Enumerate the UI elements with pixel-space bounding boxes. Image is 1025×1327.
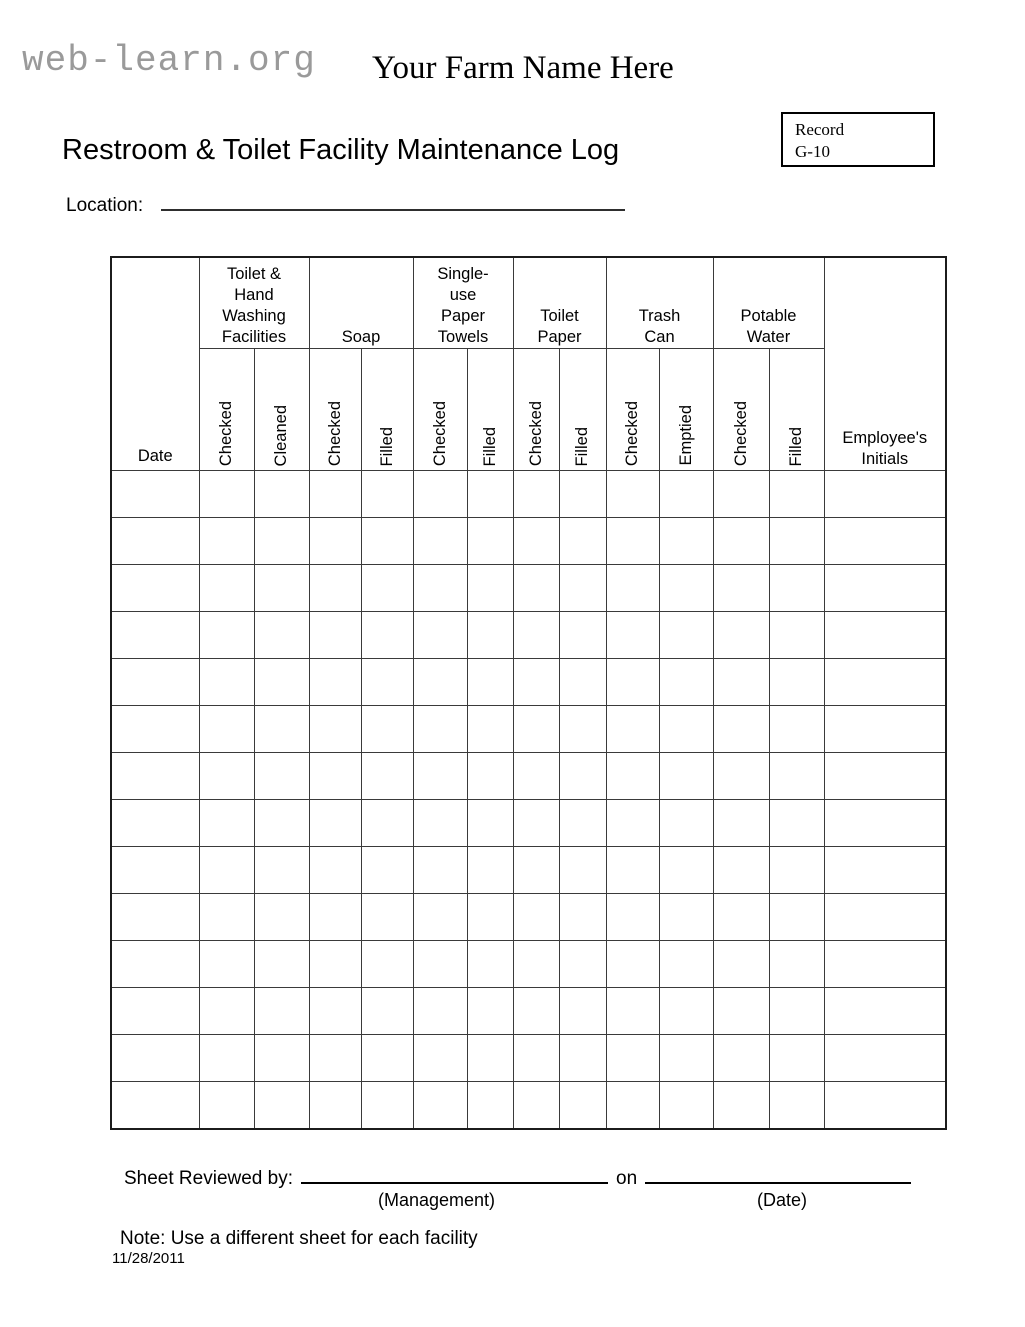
table-cell[interactable] bbox=[824, 659, 946, 706]
table-cell[interactable] bbox=[824, 565, 946, 612]
table-cell[interactable] bbox=[713, 471, 769, 518]
table-row bbox=[111, 518, 946, 565]
table-cell[interactable] bbox=[769, 518, 824, 565]
table-cell[interactable] bbox=[606, 894, 659, 941]
sub-header-label: Filled bbox=[573, 426, 591, 466]
table-cell[interactable] bbox=[606, 518, 659, 565]
table-cell[interactable] bbox=[199, 941, 254, 988]
note-text: Note: Use a different sheet for each facility bbox=[120, 1228, 478, 1249]
group-header-single-use-paper-towels bbox=[413, 257, 513, 349]
table-cell[interactable] bbox=[513, 941, 559, 988]
table-cell[interactable] bbox=[111, 894, 199, 941]
table-cell[interactable] bbox=[659, 612, 713, 659]
sub-header-label: Cleaned bbox=[272, 404, 290, 466]
group-header-potable-water bbox=[713, 257, 824, 349]
sub-header-label: Checked bbox=[325, 400, 344, 466]
table-cell[interactable] bbox=[559, 1082, 606, 1130]
table-cell[interactable] bbox=[606, 941, 659, 988]
sub-header-trash-can-checked bbox=[606, 349, 659, 471]
table-cell[interactable] bbox=[413, 753, 467, 800]
table-cell[interactable] bbox=[413, 565, 467, 612]
table-cell[interactable] bbox=[199, 800, 254, 847]
table-cell[interactable] bbox=[824, 800, 946, 847]
table-cell[interactable] bbox=[111, 847, 199, 894]
table-cell[interactable] bbox=[513, 706, 559, 753]
table-cell[interactable] bbox=[361, 1035, 413, 1082]
table-cell[interactable] bbox=[413, 941, 467, 988]
review-date-line[interactable] bbox=[645, 1168, 911, 1184]
table-cell[interactable] bbox=[606, 1035, 659, 1082]
initials-header-line-2: Initials bbox=[861, 450, 909, 468]
table-cell[interactable] bbox=[513, 988, 559, 1035]
sheet-reviewed-row bbox=[124, 1168, 911, 1190]
table-cell[interactable] bbox=[254, 659, 309, 706]
record-label: Record bbox=[795, 120, 845, 139]
table-cell[interactable] bbox=[513, 753, 559, 800]
table-cell[interactable] bbox=[769, 894, 824, 941]
table-cell[interactable] bbox=[513, 800, 559, 847]
table-cell[interactable] bbox=[361, 518, 413, 565]
table-cell[interactable] bbox=[413, 518, 467, 565]
table-cell[interactable] bbox=[769, 988, 824, 1035]
group-line: Paper bbox=[537, 328, 582, 347]
sheet-reviewed-label: Sheet Reviewed by: bbox=[124, 1168, 293, 1189]
table-cell[interactable] bbox=[254, 1082, 309, 1130]
table-cell[interactable] bbox=[413, 471, 467, 518]
header-cell-employee-initials bbox=[824, 257, 946, 471]
table-cell[interactable] bbox=[361, 659, 413, 706]
table-cell[interactable] bbox=[111, 612, 199, 659]
table-cell[interactable] bbox=[309, 565, 361, 612]
table-cell[interactable] bbox=[254, 753, 309, 800]
table-cell[interactable] bbox=[111, 706, 199, 753]
table-cell[interactable] bbox=[413, 894, 467, 941]
table-cell[interactable] bbox=[513, 847, 559, 894]
initials-header-line-1: Employee's bbox=[842, 429, 928, 447]
table-cell[interactable] bbox=[467, 471, 513, 518]
table-cell[interactable] bbox=[713, 565, 769, 612]
table-cell[interactable] bbox=[769, 800, 824, 847]
table-cell[interactable] bbox=[199, 565, 254, 612]
table-cell[interactable] bbox=[606, 565, 659, 612]
table-cell[interactable] bbox=[361, 753, 413, 800]
group-line: Washing bbox=[222, 307, 286, 326]
table-cell[interactable] bbox=[513, 518, 559, 565]
table-cell[interactable] bbox=[467, 612, 513, 659]
table-cell[interactable] bbox=[659, 1082, 713, 1130]
management-signature-line[interactable] bbox=[301, 1168, 608, 1184]
group-line: Hand bbox=[234, 286, 274, 305]
group-header-trash-can bbox=[606, 257, 713, 349]
table-cell[interactable] bbox=[467, 847, 513, 894]
table-cell[interactable] bbox=[713, 988, 769, 1035]
sub-header-row bbox=[111, 349, 946, 471]
table-cell[interactable] bbox=[254, 1035, 309, 1082]
reviewed-on-label: on bbox=[616, 1168, 638, 1189]
table-cell[interactable] bbox=[606, 753, 659, 800]
table-cell[interactable] bbox=[413, 1035, 467, 1082]
table-cell[interactable] bbox=[713, 800, 769, 847]
table-cell[interactable] bbox=[199, 471, 254, 518]
table-cell[interactable] bbox=[559, 659, 606, 706]
table-content bbox=[111, 257, 946, 1129]
table-cell[interactable] bbox=[713, 612, 769, 659]
table-cell[interactable] bbox=[254, 518, 309, 565]
table-cell[interactable] bbox=[659, 988, 713, 1035]
table-cell[interactable] bbox=[659, 1035, 713, 1082]
table-cell[interactable] bbox=[467, 800, 513, 847]
table-cell[interactable] bbox=[199, 518, 254, 565]
table-cell[interactable] bbox=[111, 518, 199, 565]
management-caption: (Management) bbox=[378, 1190, 496, 1210]
table-cell[interactable] bbox=[513, 612, 559, 659]
group-line: Potable bbox=[740, 307, 797, 326]
table-cell[interactable] bbox=[309, 1082, 361, 1130]
table-cell[interactable] bbox=[413, 706, 467, 753]
table-cell[interactable] bbox=[111, 753, 199, 800]
table-cell[interactable] bbox=[659, 565, 713, 612]
table-cell[interactable] bbox=[111, 1035, 199, 1082]
table-cell[interactable] bbox=[309, 941, 361, 988]
table-cell[interactable] bbox=[254, 471, 309, 518]
group-header-soap bbox=[309, 257, 413, 349]
table-cell[interactable] bbox=[361, 941, 413, 988]
sub-header-label: Emptied bbox=[676, 405, 695, 466]
table-cell[interactable] bbox=[199, 894, 254, 941]
table-cell[interactable] bbox=[824, 612, 946, 659]
header-cell-date bbox=[111, 257, 199, 471]
sub-header-label: Checked bbox=[430, 400, 449, 466]
table-cell[interactable] bbox=[467, 753, 513, 800]
table-cell[interactable] bbox=[467, 706, 513, 753]
group-line: Can bbox=[644, 328, 675, 347]
record-number-box bbox=[781, 112, 935, 167]
table-cell[interactable] bbox=[111, 659, 199, 706]
table-cell[interactable] bbox=[513, 565, 559, 612]
table-cell[interactable] bbox=[254, 565, 309, 612]
group-line: Paper bbox=[440, 307, 486, 326]
table-cell[interactable] bbox=[467, 518, 513, 565]
table-cell[interactable] bbox=[769, 706, 824, 753]
table-cell[interactable] bbox=[559, 753, 606, 800]
sub-header-trash-can-emptied bbox=[659, 349, 713, 471]
table-cell[interactable] bbox=[659, 659, 713, 706]
table-cell[interactable] bbox=[467, 988, 513, 1035]
table-cell[interactable] bbox=[361, 706, 413, 753]
table-cell[interactable] bbox=[559, 847, 606, 894]
table-cell[interactable] bbox=[309, 612, 361, 659]
table-cell[interactable] bbox=[824, 988, 946, 1035]
table-cell[interactable] bbox=[769, 612, 824, 659]
table-cell[interactable] bbox=[361, 565, 413, 612]
table-cell[interactable] bbox=[824, 706, 946, 753]
location-field-row bbox=[66, 194, 625, 217]
table-cell[interactable] bbox=[111, 988, 199, 1035]
table-row bbox=[111, 894, 946, 941]
table-cell[interactable] bbox=[309, 800, 361, 847]
table-cell[interactable] bbox=[467, 565, 513, 612]
table-cell[interactable] bbox=[361, 1082, 413, 1130]
table-cell[interactable] bbox=[413, 847, 467, 894]
table-cell[interactable] bbox=[254, 612, 309, 659]
table-cell[interactable] bbox=[309, 518, 361, 565]
sub-header-label: Filled bbox=[480, 426, 499, 466]
group-line: Towels bbox=[437, 328, 489, 347]
table-cell[interactable] bbox=[713, 941, 769, 988]
sub-header-toilet-hand-washing-facilities-cleaned bbox=[254, 349, 309, 471]
table-cell[interactable] bbox=[199, 612, 254, 659]
table-cell[interactable] bbox=[467, 1082, 513, 1130]
sub-header-potable-water-filled bbox=[769, 349, 824, 471]
table-cell[interactable] bbox=[559, 471, 606, 518]
table-cell[interactable] bbox=[199, 753, 254, 800]
table-cell[interactable] bbox=[769, 1082, 824, 1130]
table-cell[interactable] bbox=[769, 659, 824, 706]
sub-header-label: Checked bbox=[217, 400, 235, 466]
table-cell[interactable] bbox=[254, 988, 309, 1035]
table-cell[interactable] bbox=[559, 894, 606, 941]
table-cell[interactable] bbox=[559, 800, 606, 847]
table-cell[interactable] bbox=[659, 471, 713, 518]
table-cell[interactable] bbox=[413, 659, 467, 706]
table-cell[interactable] bbox=[659, 894, 713, 941]
table-cell[interactable] bbox=[199, 659, 254, 706]
table-row bbox=[111, 706, 946, 753]
table-cell[interactable] bbox=[606, 659, 659, 706]
group-line: Water bbox=[746, 328, 791, 347]
table-cell[interactable] bbox=[111, 800, 199, 847]
table-cell[interactable] bbox=[199, 1035, 254, 1082]
table-cell[interactable] bbox=[254, 800, 309, 847]
table-cell[interactable] bbox=[513, 1082, 559, 1130]
table-cell[interactable] bbox=[559, 612, 606, 659]
table-cell[interactable] bbox=[824, 471, 946, 518]
table-row bbox=[111, 1082, 946, 1130]
table-cell[interactable] bbox=[824, 847, 946, 894]
table-cell[interactable] bbox=[713, 1082, 769, 1130]
table-cell[interactable] bbox=[659, 800, 713, 847]
table-cell[interactable] bbox=[309, 988, 361, 1035]
table-cell[interactable] bbox=[111, 565, 199, 612]
table-row bbox=[111, 800, 946, 847]
table-cell[interactable] bbox=[659, 706, 713, 753]
table-cell[interactable] bbox=[361, 847, 413, 894]
table-cell[interactable] bbox=[361, 800, 413, 847]
table-cell[interactable] bbox=[254, 941, 309, 988]
table-cell[interactable] bbox=[361, 471, 413, 518]
sub-header-toilet-paper-checked bbox=[513, 349, 559, 471]
table-cell[interactable] bbox=[713, 1035, 769, 1082]
table-cell[interactable] bbox=[413, 800, 467, 847]
table-row bbox=[111, 941, 946, 988]
group-line: use bbox=[449, 286, 477, 305]
table-cell[interactable] bbox=[559, 941, 606, 988]
table-cell[interactable] bbox=[111, 1082, 199, 1130]
table-cell[interactable] bbox=[713, 706, 769, 753]
table-cell[interactable] bbox=[559, 518, 606, 565]
sub-header-paper-towels-filled bbox=[467, 349, 513, 471]
table-cell[interactable] bbox=[413, 612, 467, 659]
table-cell[interactable] bbox=[254, 894, 309, 941]
table-cell[interactable] bbox=[713, 659, 769, 706]
table-cell[interactable] bbox=[769, 941, 824, 988]
table-cell[interactable] bbox=[769, 847, 824, 894]
table-cell[interactable] bbox=[713, 753, 769, 800]
table-cell[interactable] bbox=[659, 753, 713, 800]
table-cell[interactable] bbox=[606, 612, 659, 659]
table-cell[interactable] bbox=[606, 1082, 659, 1130]
table-cell[interactable] bbox=[713, 847, 769, 894]
table-row bbox=[111, 1035, 946, 1082]
group-line: Facilities bbox=[221, 328, 287, 347]
group-line: Soap bbox=[341, 328, 381, 347]
table-cell[interactable] bbox=[769, 753, 824, 800]
table-cell[interactable] bbox=[824, 1082, 946, 1130]
table-cell[interactable] bbox=[413, 1082, 467, 1130]
table-cell[interactable] bbox=[606, 988, 659, 1035]
table-cell[interactable] bbox=[254, 847, 309, 894]
table-cell[interactable] bbox=[513, 659, 559, 706]
page-title: Restroom & Toilet Facility Maintenance Log bbox=[62, 134, 620, 166]
table-cell[interactable] bbox=[467, 659, 513, 706]
table-cell[interactable] bbox=[467, 1035, 513, 1082]
table-cell[interactable] bbox=[199, 847, 254, 894]
sub-header-potable-water-checked bbox=[713, 349, 769, 471]
table-row bbox=[111, 988, 946, 1035]
table-cell[interactable] bbox=[513, 894, 559, 941]
table-cell[interactable] bbox=[824, 894, 946, 941]
group-line: Trash bbox=[638, 307, 681, 326]
maintenance-log-table bbox=[110, 256, 947, 1130]
table-cell[interactable] bbox=[713, 894, 769, 941]
table-cell[interactable] bbox=[361, 612, 413, 659]
table-cell[interactable] bbox=[309, 753, 361, 800]
table-row bbox=[111, 612, 946, 659]
table-cell[interactable] bbox=[467, 941, 513, 988]
table-cell[interactable] bbox=[309, 659, 361, 706]
sub-header-label: Filled bbox=[377, 426, 396, 466]
sub-header-label: Checked bbox=[731, 400, 750, 466]
table-cell[interactable] bbox=[513, 1035, 559, 1082]
group-header-toilet-hand-washing-facilities bbox=[199, 257, 309, 349]
table-cell[interactable] bbox=[713, 518, 769, 565]
table-cell[interactable] bbox=[309, 847, 361, 894]
table-cell[interactable] bbox=[659, 941, 713, 988]
table-cell[interactable] bbox=[199, 706, 254, 753]
table-cell[interactable] bbox=[824, 941, 946, 988]
table-cell[interactable] bbox=[559, 1035, 606, 1082]
table-row bbox=[111, 847, 946, 894]
table-cell[interactable] bbox=[606, 706, 659, 753]
record-code: G-10 bbox=[795, 142, 830, 161]
table-cell[interactable] bbox=[606, 471, 659, 518]
group-line: Single- bbox=[437, 265, 489, 284]
sub-header-label: Checked bbox=[623, 400, 641, 466]
date-caption: (Date) bbox=[757, 1190, 808, 1210]
sub-header-soap-filled bbox=[361, 349, 413, 471]
sub-header-label: Filled bbox=[787, 426, 805, 466]
table-cell[interactable] bbox=[769, 565, 824, 612]
sub-header-label: Checked bbox=[526, 400, 545, 466]
table-cell[interactable] bbox=[769, 1035, 824, 1082]
table-cell[interactable] bbox=[309, 471, 361, 518]
table-row bbox=[111, 471, 946, 518]
table-cell[interactable] bbox=[824, 753, 946, 800]
sub-header-toilet-hand-washing-facilities-checked bbox=[199, 349, 254, 471]
table-cell[interactable] bbox=[559, 988, 606, 1035]
table-cell[interactable] bbox=[111, 471, 199, 518]
location-label: Location: bbox=[66, 195, 144, 216]
table-cell[interactable] bbox=[467, 894, 513, 941]
table-cell[interactable] bbox=[559, 706, 606, 753]
table-cell[interactable] bbox=[111, 941, 199, 988]
table-cell[interactable] bbox=[361, 988, 413, 1035]
table-cell[interactable] bbox=[309, 706, 361, 753]
sub-header-soap-checked bbox=[309, 349, 361, 471]
sub-header-toilet-paper-filled bbox=[559, 349, 606, 471]
group-line: Toilet bbox=[540, 307, 579, 326]
table-cell[interactable] bbox=[824, 518, 946, 565]
table-row bbox=[111, 753, 946, 800]
table-cell[interactable] bbox=[606, 847, 659, 894]
table-cell[interactable] bbox=[309, 894, 361, 941]
table-cell[interactable] bbox=[361, 894, 413, 941]
table-cell[interactable] bbox=[254, 706, 309, 753]
table-cell[interactable] bbox=[199, 1082, 254, 1130]
group-header-toilet-paper bbox=[513, 257, 606, 349]
revision-date-stamp: 11/28/2011 bbox=[112, 1250, 185, 1267]
table-cell[interactable] bbox=[413, 988, 467, 1035]
sub-header-paper-towels-checked bbox=[413, 349, 467, 471]
group-header-row bbox=[111, 257, 946, 349]
table-cell[interactable] bbox=[199, 988, 254, 1035]
table-row bbox=[111, 659, 946, 706]
table-cell[interactable] bbox=[513, 471, 559, 518]
location-input-line[interactable] bbox=[161, 194, 625, 211]
table-cell[interactable] bbox=[824, 1035, 946, 1082]
watermark-web-learn: web-learn.org bbox=[22, 40, 316, 81]
table-row bbox=[111, 565, 946, 612]
table-cell[interactable] bbox=[769, 471, 824, 518]
date-header-label: Date bbox=[137, 447, 173, 465]
table-cell[interactable] bbox=[606, 800, 659, 847]
table-cell[interactable] bbox=[309, 1035, 361, 1082]
group-line: Toilet & bbox=[226, 265, 282, 284]
table-cell[interactable] bbox=[659, 518, 713, 565]
table-cell[interactable] bbox=[659, 847, 713, 894]
table-cell[interactable] bbox=[559, 565, 606, 612]
farm-name-placeholder: Your Farm Name Here bbox=[372, 50, 674, 86]
